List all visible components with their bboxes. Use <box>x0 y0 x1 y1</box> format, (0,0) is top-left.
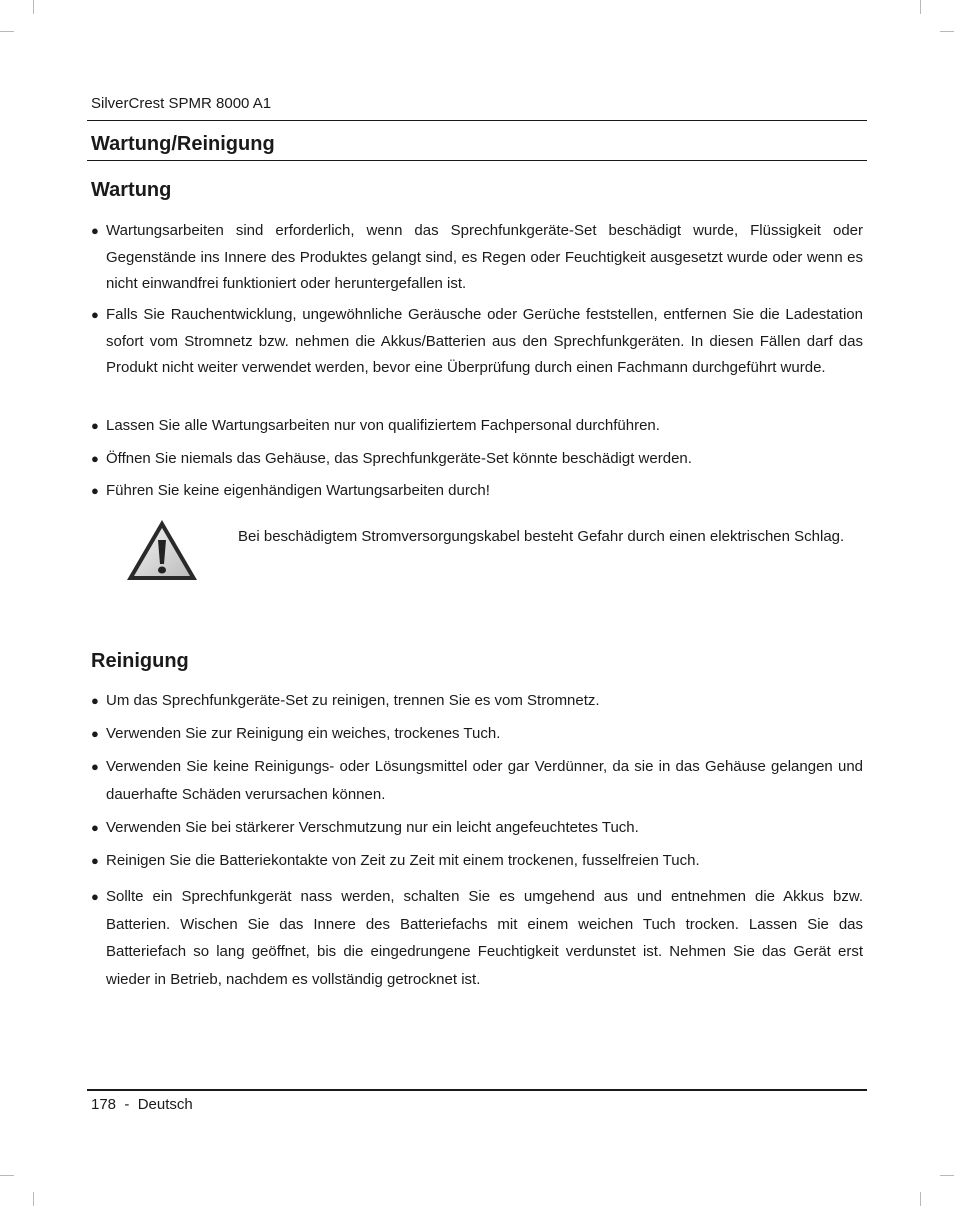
list-item-text: Verwenden Sie zur Reinigung ein weiches, trockenes Tuch. <box>106 725 501 742</box>
list-item-text: Sollte ein Sprechfunkgerät nass werden, schalten Sie es umgehend aus und entnehmen die Akkus bzw. Batterien. Wischen Sie das Innere des Batteriefachs mit einem weichen Tuch trocken. Lassen Sie das Batteriefach so lang geöffnet, bis die eingedrungene Feuchtigkeit verdunstet ist. Nehmen Sie das Gerät erst wieder in Betrieb, nachdem es vollständig getrocknet ist. <box>106 888 863 988</box>
crop-mark <box>0 1175 14 1176</box>
list-item <box>91 478 863 505</box>
list-item-text: Führen Sie keine eigenhändigen Wartungsarbeiten durch! <box>106 482 490 499</box>
crop-mark <box>0 31 14 32</box>
list-item-text: Falls Sie Rauchentwicklung, ungewöhnliche Geräusche oder Gerüche feststellen, entfernen Sie die Ladestation sofort vom Stromnetz bzw. nehmen die Akkus/Batterien aus den Sprechfunkgeräten. In diesen Fällen darf das Produkt nicht weiter verwendet werden, bevor eine Überprüfung durch einen Fachmann durchgeführt wurde. <box>106 306 863 376</box>
bullet-icon: ● <box>91 889 99 904</box>
bullet-icon: ● <box>91 693 99 708</box>
crop-mark <box>33 1192 34 1206</box>
page-number: 178 - Deutsch <box>91 1096 193 1113</box>
list-item-text: Um das Sprechfunkgeräte-Set zu reinigen, trennen Sie es vom Stromnetz. <box>106 692 600 709</box>
list-item-text: Verwenden Sie keine Reinigungs- oder Lösungsmittel oder gar Verdünner, da sie in das Gehäuse gelangen und dauerhafte Schäden verursachen können. <box>106 758 863 803</box>
bullet-icon: ● <box>91 820 99 835</box>
list-item <box>91 688 863 715</box>
list-item <box>91 413 863 440</box>
subsection-title-wartung: Wartung <box>91 179 172 201</box>
bullet-icon: ● <box>91 451 99 466</box>
list-item <box>91 815 863 842</box>
bullet-icon: ● <box>91 307 99 322</box>
list-item <box>91 218 863 298</box>
warning-triangle-icon <box>125 518 199 582</box>
crop-mark <box>920 1192 921 1206</box>
warning-text: Bei beschädigtem Stromversorgungskabel besteht Gefahr durch einen elektrischen Schlag. <box>238 528 845 545</box>
list-item <box>91 446 863 473</box>
footer-rule <box>87 1089 867 1091</box>
list-item-text: Wartungsarbeiten sind erforderlich, wenn das Sprechfunkgeräte-Set beschädigt wurde, Flüssigkeit oder Gegenstände ins Innere des Produktes gelangt sind, es Regen oder Feuchtigkeit ausgesetzt wurde oder wenn es nicht einwandfrei funktioniert oder heruntergefallen ist. <box>106 222 863 292</box>
running-header: SilverCrest SPMR 8000 A1 <box>91 95 272 112</box>
list-item-text: Lassen Sie alle Wartungsarbeiten nur von qualifiziertem Fachpersonal durchführen. <box>106 417 660 434</box>
header-rule <box>87 120 867 121</box>
list-item <box>91 883 863 993</box>
section-title: Wartung/Reinigung <box>91 133 275 155</box>
bullet-icon: ● <box>91 418 99 433</box>
crop-mark <box>940 31 954 32</box>
list-item-text: Öffnen Sie niemals das Gehäuse, das Sprechfunkgeräte-Set könnte beschädigt werden. <box>106 450 692 467</box>
bullet-icon: ● <box>91 726 99 741</box>
list-item <box>91 848 863 875</box>
bullet-icon: ● <box>91 853 99 868</box>
crop-mark <box>920 0 921 14</box>
section-rule <box>87 160 867 161</box>
crop-mark <box>940 1175 954 1176</box>
crop-mark <box>33 0 34 14</box>
list-item-text: Verwenden Sie bei stärkerer Verschmutzung nur ein leicht angefeuchtetes Tuch. <box>106 819 639 836</box>
list-item-text: Reinigen Sie die Batteriekontakte von Zeit zu Zeit mit einem trockenen, fusselfreien Tuch. <box>106 852 700 869</box>
bullet-icon: ● <box>91 759 99 774</box>
subsection-title-reinigung: Reinigung <box>91 650 189 672</box>
list-item <box>91 753 863 809</box>
bullet-icon: ● <box>91 223 99 238</box>
bullet-icon: ● <box>91 483 99 498</box>
list-item <box>91 721 863 748</box>
list-item <box>91 302 863 382</box>
